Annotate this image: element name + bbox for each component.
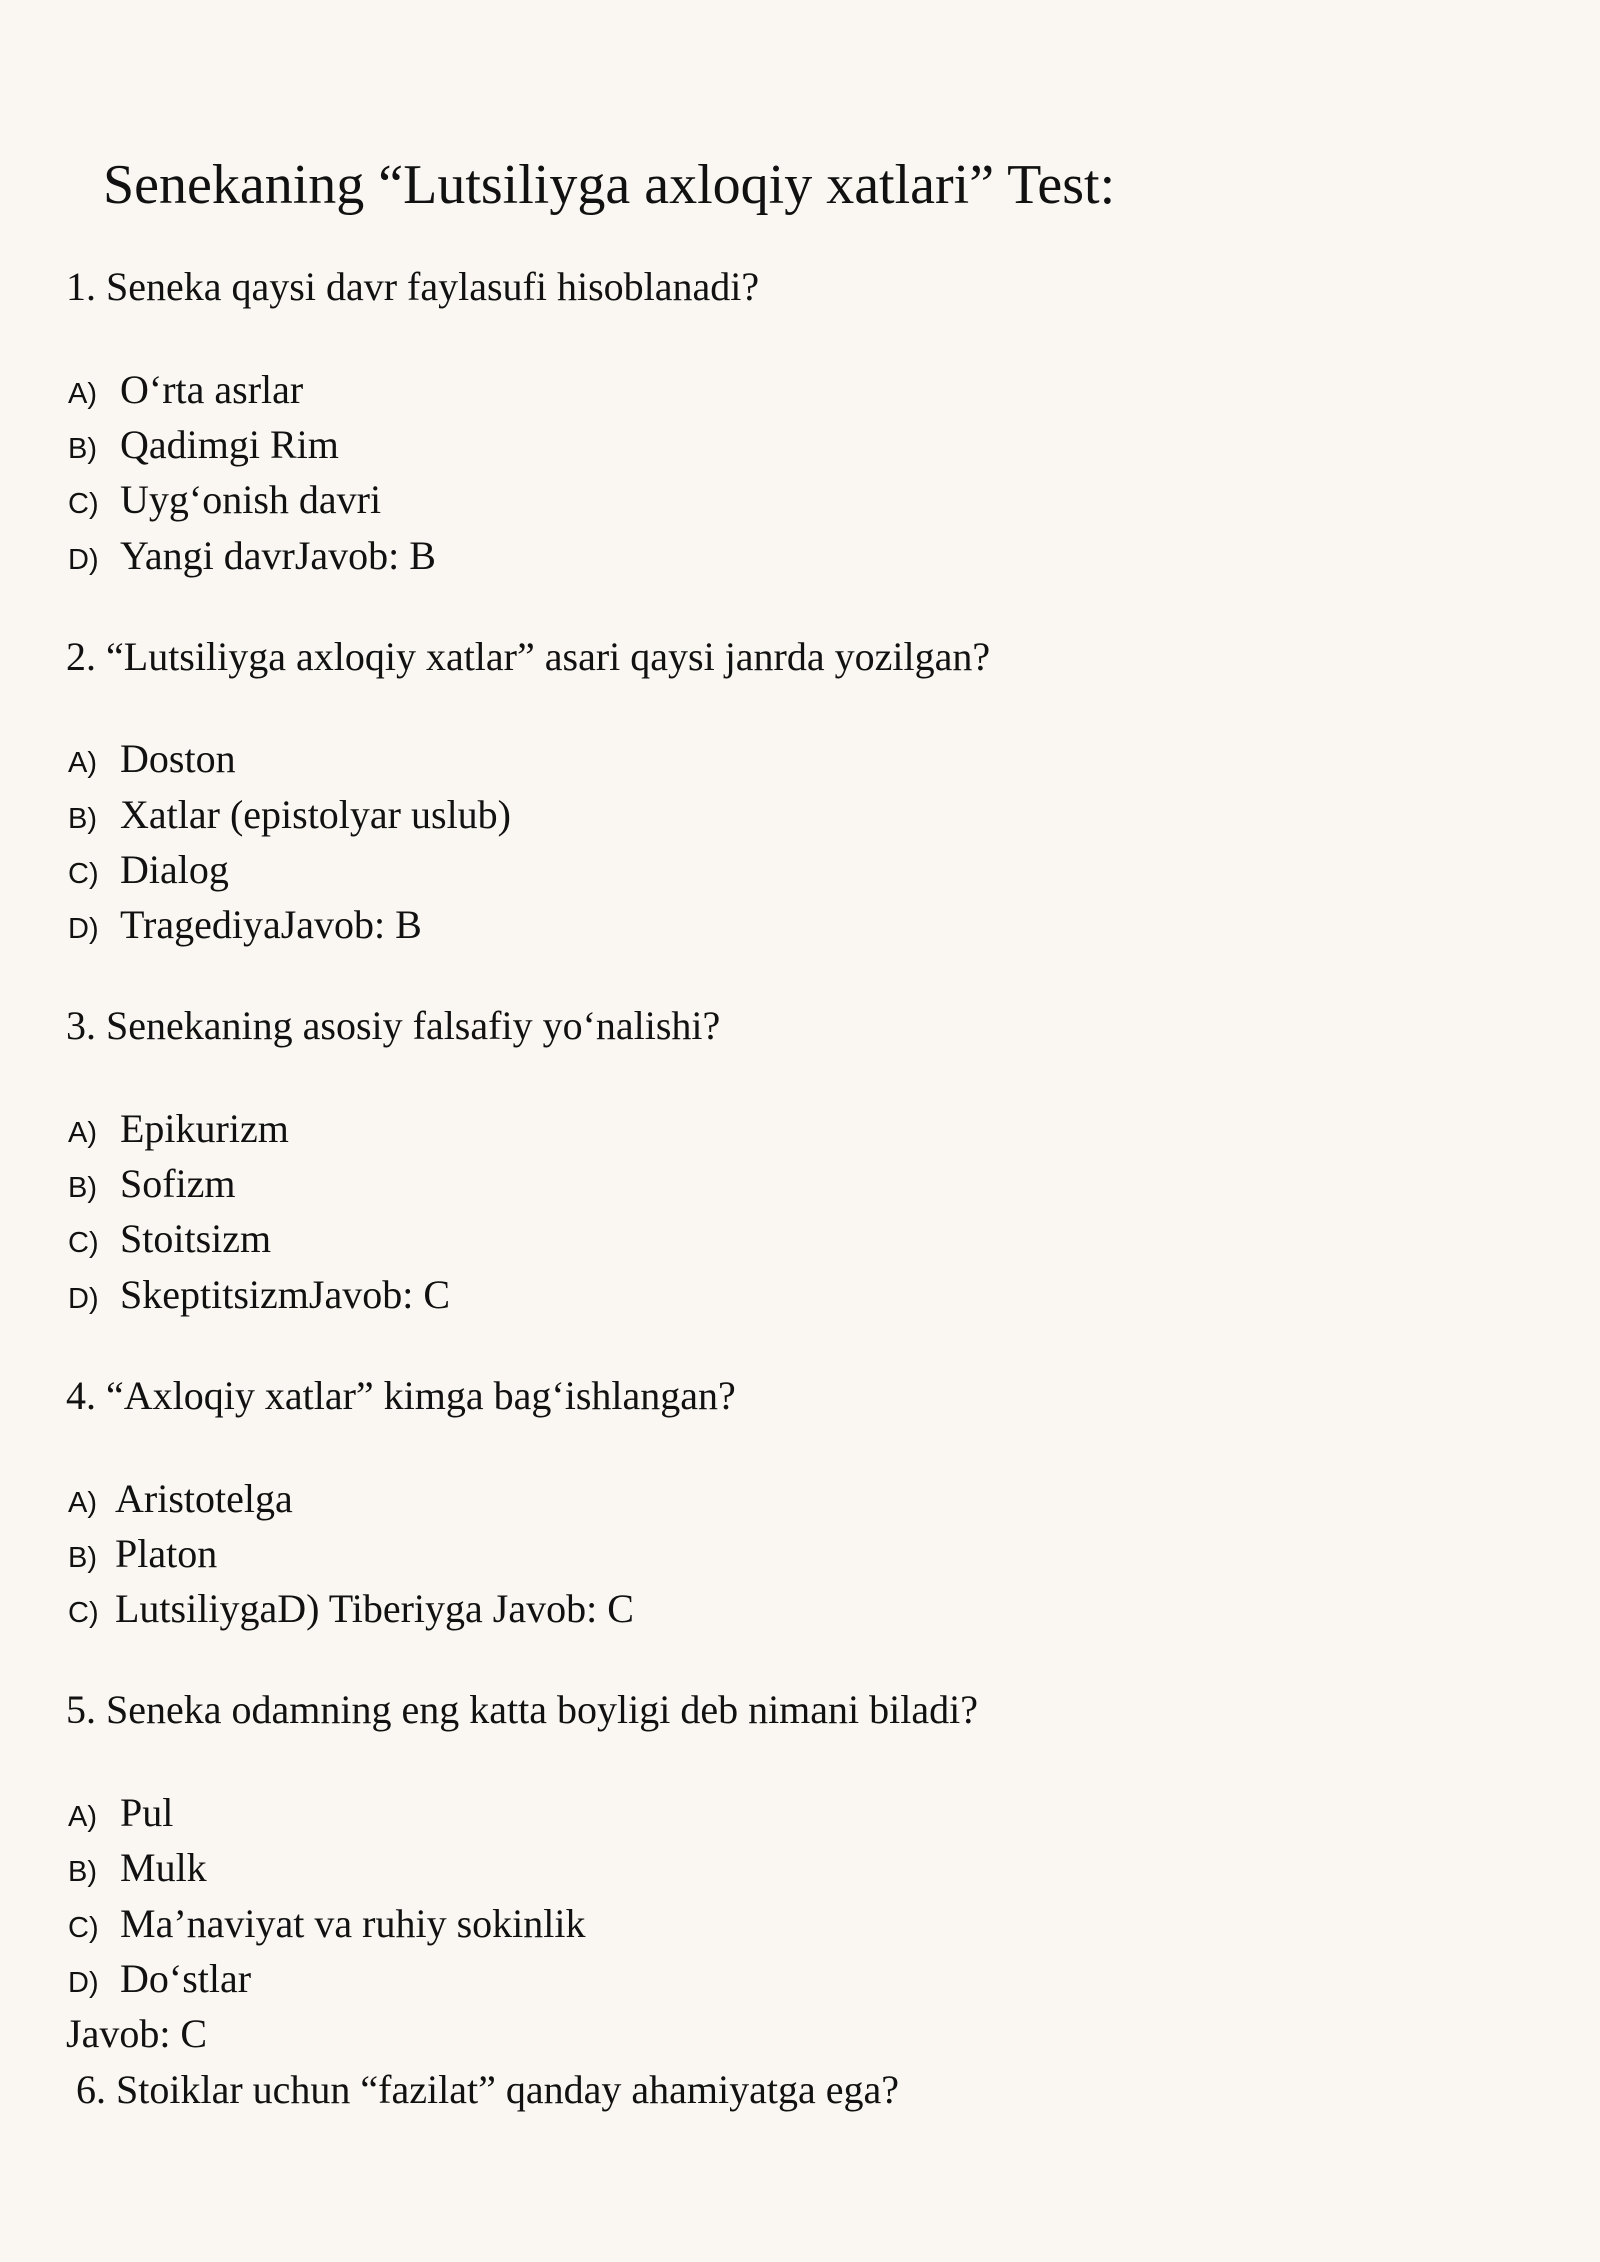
option-letter: B) <box>68 433 97 465</box>
option-text: Xatlar (epistolyar uslub) <box>120 792 511 837</box>
option-letter: A) <box>68 1487 97 1519</box>
option-letter: B) <box>68 1172 97 1204</box>
question-3: 3. Senekaning asosiy falsafiy yo‘nalishi? <box>66 1003 721 1048</box>
option-text: Qadimgi Rim <box>120 422 339 467</box>
option-3a <box>68 1104 289 1158</box>
option-letter: D) <box>68 913 99 945</box>
option-letter: D) <box>68 1967 99 1999</box>
question-5: 5. Seneka odamning eng katta boyligi deb nimani biladi? <box>66 1687 979 1732</box>
option-text: Platon <box>115 1531 218 1576</box>
option-5c <box>68 1899 585 1953</box>
option-2b <box>68 790 511 844</box>
question-2: 2. “Lutsiliyga axloqiy xatlar” asari qaysi janrda yozilgan? <box>66 634 991 679</box>
option-text: Pul <box>120 1790 174 1835</box>
option-text: LutsiliygaD) Tiberiyga Javob: C <box>115 1586 634 1631</box>
option-4b <box>68 1529 217 1583</box>
option-3c <box>68 1214 271 1268</box>
option-1d <box>68 531 436 585</box>
option-letter: B) <box>68 803 97 835</box>
option-text: Yangi davrJavob: B <box>120 533 436 578</box>
question-6: 6. Stoiklar uchun “fazilat” qanday ahamiyatga ega? <box>66 2067 899 2112</box>
option-3b <box>68 1159 236 1213</box>
option-letter: C) <box>68 1912 99 1944</box>
option-letter: A) <box>68 378 97 410</box>
question-1: 1. Seneka qaysi davr faylasufi hisoblanadi? <box>66 264 760 309</box>
option-letter: C) <box>68 1597 99 1629</box>
option-letter: A) <box>68 1117 97 1149</box>
option-text: Do‘stlar <box>120 1956 252 2001</box>
option-letter: A) <box>68 1801 97 1833</box>
option-5a <box>68 1788 173 1842</box>
option-text: Sofizm <box>120 1161 236 1206</box>
option-1b <box>68 420 339 474</box>
answer-line: Javob: C <box>66 2011 208 2056</box>
option-text: Mulk <box>120 1845 207 1890</box>
option-letter: C) <box>68 858 99 890</box>
option-2a <box>68 734 236 788</box>
option-text: Doston <box>120 736 236 781</box>
option-letter: D) <box>68 544 99 576</box>
option-5d <box>68 1954 251 2008</box>
option-text: O‘rta asrlar <box>120 367 304 412</box>
option-letter: B) <box>68 1542 97 1574</box>
option-letter: B) <box>68 1856 97 1888</box>
option-5b <box>68 1843 207 1897</box>
option-1c <box>68 475 381 529</box>
option-1a <box>68 365 303 419</box>
option-text: Ma’naviyat va ruhiy sokinlik <box>120 1901 586 1946</box>
option-letter: A) <box>68 747 97 779</box>
option-3d <box>68 1270 450 1324</box>
question-4: 4. “Axloqiy xatlar” kimga bag‘ishlangan? <box>66 1373 736 1418</box>
option-text: Aristotelga <box>115 1476 293 1521</box>
option-letter: C) <box>68 488 99 520</box>
page-title: Senekaning “Lutsiliyga axloqiy xatlari” Test: <box>103 154 1116 216</box>
option-letter: C) <box>68 1227 99 1259</box>
option-text: Epikurizm <box>120 1106 289 1151</box>
option-letter: D) <box>68 1283 99 1315</box>
option-text: Dialog <box>120 847 229 892</box>
option-text: TragediyaJavob: B <box>120 902 422 947</box>
option-text: SkeptitsizmJavob: C <box>120 1272 450 1317</box>
option-2c <box>68 845 229 899</box>
option-4a <box>68 1474 293 1528</box>
option-text: Uyg‘onish davri <box>120 477 382 522</box>
option-4c <box>68 1584 634 1638</box>
option-2d <box>68 900 422 954</box>
option-text: Stoitsizm <box>120 1216 272 1261</box>
